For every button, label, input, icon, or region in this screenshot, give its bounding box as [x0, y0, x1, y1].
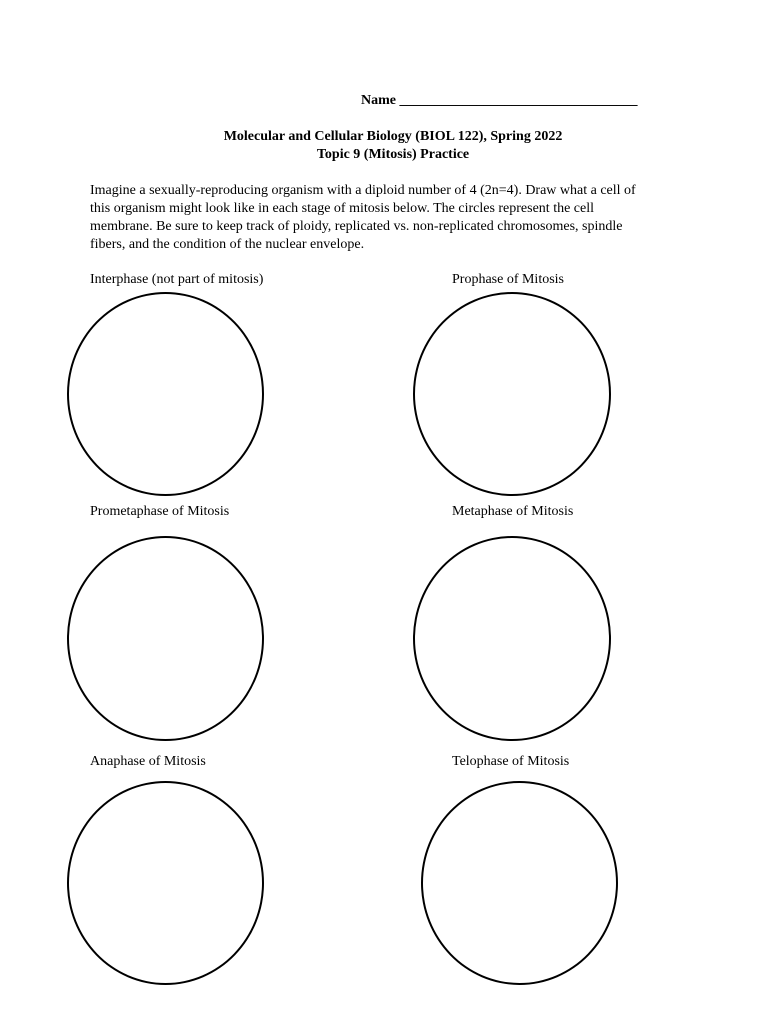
stage-label-prophase: Prophase of Mitosis [452, 272, 564, 287]
topic-title: Topic 9 (Mitosis) Practice [316, 147, 470, 162]
stage-label-interphase: Interphase (not part of mitosis) [90, 272, 264, 287]
instructions-line: membrane. Be sure to keep track of ploidy, replicated vs. non-replicated chromosomes, spindle [90, 219, 623, 234]
cell-circle-prometaphase[interactable] [67, 536, 264, 741]
name-label: Name [361, 93, 396, 108]
instructions-line: fibers, and the condition of the nuclear envelope. [90, 237, 365, 252]
course-title: Molecular and Cellular Biology (BIOL 122), Spring 2022 [223, 129, 563, 144]
cell-circle-interphase[interactable] [67, 292, 264, 496]
cell-circle-anaphase[interactable] [67, 781, 264, 985]
cell-circle-prophase[interactable] [413, 292, 611, 496]
stage-label-anaphase: Anaphase of Mitosis [90, 754, 206, 769]
stage-label-prometaphase: Prometaphase of Mitosis [90, 504, 230, 519]
instructions-paragraph [90, 182, 700, 254]
cell-circle-metaphase[interactable] [413, 536, 611, 741]
instructions-line: Imagine a sexually-reproducing organism with a diploid number of 4 (2n=4). Draw what a cell of [90, 183, 636, 198]
instructions-line: this organism might look like in each stage of mitosis below. The circles represent the cell [90, 201, 595, 216]
name-field [361, 93, 638, 109]
cell-circle-telophase[interactable] [421, 781, 618, 985]
name-blank: __________________________________ [399, 93, 638, 108]
stage-label-metaphase: Metaphase of Mitosis [452, 504, 574, 519]
stage-label-telophase: Telophase of Mitosis [452, 754, 570, 769]
